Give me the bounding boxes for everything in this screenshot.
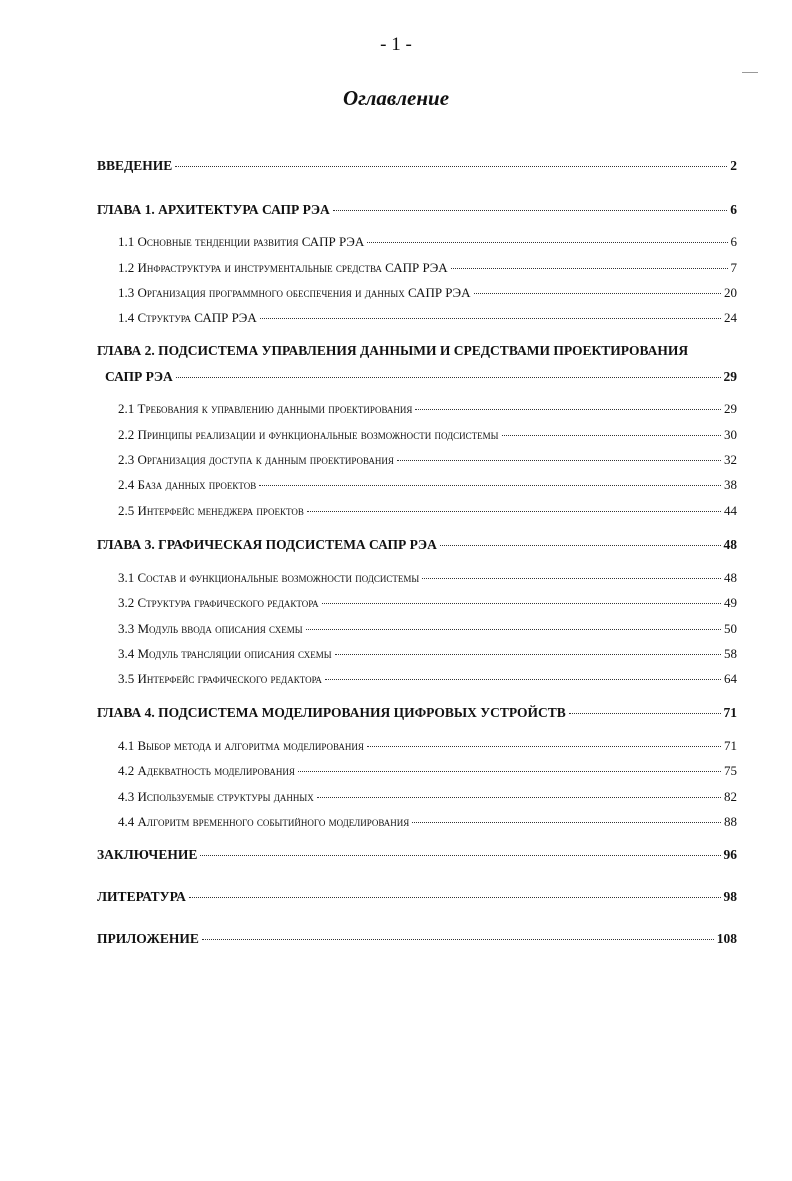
toc-entry-section[interactable]	[118, 813, 737, 831]
toc-entry-chapter-4[interactable]	[97, 704, 737, 722]
toc-entry-text: ЛИТЕРАТУРА	[97, 889, 186, 904]
toc-entry-text: 3.5 Интерфейс графического редактора	[118, 671, 322, 686]
toc-entry-page: 38	[724, 477, 737, 492]
toc-entry-page: 82	[724, 789, 737, 804]
toc-entry-section[interactable]	[118, 259, 737, 277]
toc-entry-page: 29	[724, 401, 737, 416]
toc-entry-page: 44	[724, 503, 737, 518]
toc-entry-section[interactable]	[118, 309, 737, 327]
toc-entry-page: 108	[716, 931, 737, 946]
toc-entry-page: 71	[723, 705, 737, 720]
dot-leader	[306, 629, 721, 630]
toc-entry-text: 1.3 Организация программного обеспечения и данных САПР РЭА	[118, 285, 471, 300]
toc-entry-text: ВВЕДЕНИЕ	[97, 158, 173, 173]
dot-leader	[502, 435, 721, 436]
toc-entry-page: 20	[724, 285, 737, 300]
toc-entry-section[interactable]	[118, 284, 737, 302]
dot-leader	[189, 897, 721, 898]
toc-entry-text: 2.1 Требования к управлению данными проектирования	[118, 401, 413, 416]
toc-entry-section[interactable]	[118, 620, 737, 638]
toc-entry-page: 32	[724, 452, 737, 467]
toc-entry-section[interactable]	[118, 502, 737, 520]
toc-entry-chapter-1[interactable]	[97, 201, 737, 219]
toc-entry-text: 3.3 Модуль ввода описания схемы	[118, 621, 303, 636]
toc-entry-text: 4.3 Используемые структуры данных	[118, 789, 314, 804]
toc-entry-text: 3.2 Структура графического редактора	[118, 595, 319, 610]
dot-leader	[335, 654, 721, 655]
toc-entry-chapter-3[interactable]	[97, 536, 737, 554]
toc-entry-text: 3.4 Модуль трансляции описания схемы	[118, 646, 332, 661]
toc-entry-section[interactable]	[118, 737, 737, 755]
toc-entry-section[interactable]	[118, 594, 737, 612]
toc-entry-text: ГЛАВА 4. ПОДСИСТЕМА МОДЕЛИРОВАНИЯ ЦИФРОВЫХ УСТРОЙСТВ	[97, 705, 566, 720]
toc-entry-page: 96	[723, 847, 737, 862]
dot-leader	[307, 511, 721, 512]
toc-entry-page: 7	[730, 260, 737, 275]
dot-leader	[367, 746, 721, 747]
toc-entry-text: САПР РЭА	[105, 369, 173, 384]
toc-entry-text: 4.2 Адекватность моделирования	[118, 763, 295, 778]
toc-entry-page: 24	[724, 310, 737, 325]
toc-entry-section[interactable]	[118, 569, 737, 587]
toc-entry-page: 2	[730, 158, 737, 173]
toc-entry-text: 4.1 Выбор метода и алгоритма моделирования	[118, 738, 364, 753]
toc-entry-text: ЗАКЛЮЧЕНИЕ	[97, 847, 198, 862]
toc-entry-page: 75	[724, 763, 737, 778]
dot-leader	[176, 377, 721, 378]
toc-entry-page: 71	[724, 738, 737, 753]
dot-leader	[422, 578, 721, 579]
page-number: - 1 -	[380, 34, 412, 55]
toc-entry-section[interactable]	[118, 451, 737, 469]
toc-entry-page: 48	[723, 537, 737, 552]
toc-entry-page: 29	[723, 369, 737, 384]
toc-entry-text: ПРИЛОЖЕНИЕ	[97, 931, 199, 946]
toc-entry-text: 2.5 Интерфейс менеджера проектов	[118, 503, 304, 518]
toc-entry-page: 48	[724, 570, 737, 585]
toc-entry-page: 49	[724, 595, 737, 610]
dot-leader	[474, 293, 721, 294]
toc-entry-page: 50	[724, 621, 737, 636]
scan-mark	[742, 72, 758, 73]
toc-entry-text: 1.1 Основные тенденции развития САПР РЭА	[118, 234, 365, 249]
toc-entry-page: 58	[724, 646, 737, 661]
toc-entry-text: 2.4 База данных проектов	[118, 477, 257, 492]
dot-leader	[415, 409, 721, 410]
toc-entry-page: 88	[724, 814, 737, 829]
toc-entry-chapter-2[interactable]	[105, 368, 737, 386]
toc-entry-page: 6	[730, 234, 737, 249]
toc-entry-text: 1.2 Инфраструктура и инструментальные средства САПР РЭА	[118, 260, 448, 275]
dot-leader	[333, 210, 727, 211]
toc-entry-appendix[interactable]	[97, 930, 737, 948]
page-title: Оглавление	[342, 86, 450, 110]
dot-leader	[451, 268, 728, 269]
dot-leader	[175, 166, 727, 167]
toc-entry-section[interactable]	[118, 476, 737, 494]
toc-entry-literature[interactable]	[97, 888, 737, 906]
dot-leader	[412, 822, 721, 823]
toc-entry-section[interactable]	[118, 670, 737, 688]
dot-leader	[202, 939, 714, 940]
toc-entry-text: 2.2 Принципы реализации и функциональные возможности подсистемы	[118, 427, 499, 442]
toc-entry-page: 64	[724, 671, 737, 686]
toc-entry-chapter-2-line1[interactable]: ГЛАВА 2. ПОДСИСТЕМА УПРАВЛЕНИЯ ДАННЫМИ И СРЕДСТВАМИ ПРОЕКТИРОВАНИЯ	[97, 343, 689, 358]
toc-entry-text: ГЛАВА 3. ГРАФИЧЕСКАЯ ПОДСИСТЕМА САПР РЭА	[97, 537, 437, 552]
dot-leader	[325, 679, 721, 680]
dot-leader	[298, 771, 721, 772]
dot-leader	[260, 318, 721, 319]
toc-entry-page: 30	[724, 427, 737, 442]
dot-leader	[200, 855, 720, 856]
toc-entry-page: 98	[723, 889, 737, 904]
dot-leader	[322, 603, 721, 604]
toc-entry-text: 3.1 Состав и функциональные возможности подсистемы	[118, 570, 420, 585]
toc-entry-section[interactable]	[118, 762, 737, 780]
toc-entry-text: ГЛАВА 1. АРХИТЕКТУРА САПР РЭА	[97, 202, 330, 217]
dot-leader	[259, 485, 721, 486]
toc-entry-conclusion[interactable]	[97, 846, 737, 864]
toc-entry-text: 1.4 Структура САПР РЭА	[118, 310, 257, 325]
toc-entry-section[interactable]	[118, 788, 737, 806]
dot-leader	[569, 713, 721, 714]
dot-leader	[317, 797, 721, 798]
toc-entry-section[interactable]	[118, 426, 737, 444]
toc-entry-section[interactable]	[118, 400, 737, 418]
dot-leader	[397, 460, 721, 461]
toc-entry-section[interactable]	[118, 645, 737, 663]
toc-entry-intro[interactable]	[97, 157, 737, 175]
dot-leader	[367, 242, 727, 243]
toc-entry-page: 6	[730, 202, 737, 217]
toc-entry-section[interactable]	[118, 233, 737, 251]
toc-entry-text: 2.3 Организация доступа к данным проектирования	[118, 452, 394, 467]
dot-leader	[440, 545, 721, 546]
toc-entry-text: 4.4 Алгоритм временного событийного моделирования	[118, 814, 410, 829]
